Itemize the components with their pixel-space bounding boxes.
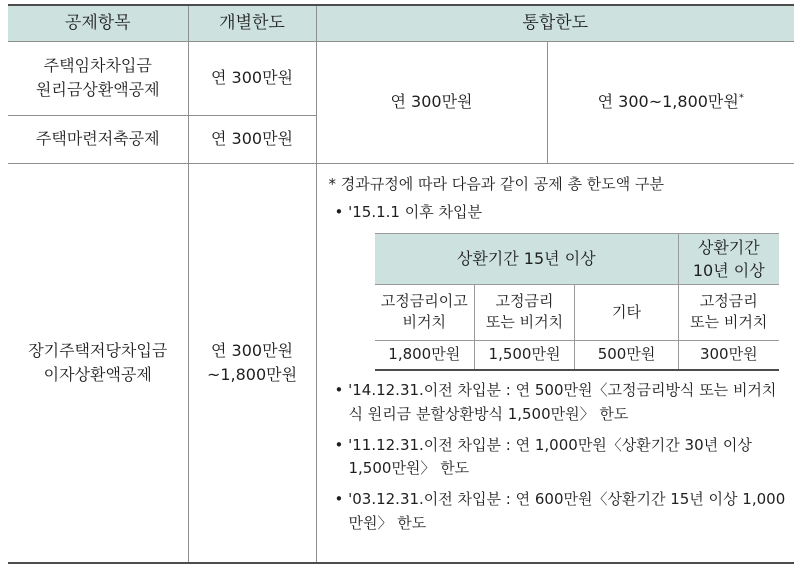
sub-header-10yr-line1: 상환기간 — [697, 237, 760, 257]
notes-intro: * 경과규정에 따라 다음과 같이 공제 총 한도액 구분 — [328, 174, 664, 193]
sub-value-300: 300만원 — [679, 340, 779, 370]
row-mortgage-interest-limit-line1: 연 300만원 — [211, 340, 293, 360]
row-housing-savings: 주택마련저축공제 — [8, 115, 188, 163]
sub-header-10yr-line2: 10년 이상 — [692, 260, 765, 280]
deduction-limit-table — [8, 4, 794, 564]
row-mortgage-interest-limit-line2: ~1,800만원 — [206, 364, 298, 384]
row-housing-lease-loan-line1: 주택임차차입금 — [43, 56, 152, 75]
sub-value-1500: 1,500만원 — [475, 340, 575, 370]
notes-bullet-2011: • '11.12.31.이전 차입분 : 연 1,000만원〈상환기간 30년 이상 1,500만원〉 한도 — [334, 435, 752, 478]
repayment-period-subtable — [375, 233, 779, 372]
sub-header-15yr: 상환기간 15년 이상 — [375, 233, 679, 284]
sub-cell-fixed-nondeferred — [375, 284, 475, 340]
sub-header-10yr — [679, 233, 779, 284]
sub-cell-fixed-or-nondeferred-line2: 또는 비거치 — [485, 313, 564, 332]
sub-value-500: 500만원 — [575, 340, 679, 370]
notes-bullet-2003: • '03.12.31.이전 차입분 : 연 600만원〈상환기간 15년 이상 1,000만원〉 한도 — [334, 490, 786, 532]
sub-cell-10yr-line1: 고정금리 — [699, 291, 758, 310]
sub-value-1800: 1,800만원 — [375, 340, 475, 370]
sub-cell-fixed-or-nondeferred-line1: 고정금리 — [495, 291, 554, 310]
row-housing-lease-loan-limit: 연 300만원 — [188, 41, 316, 115]
row-mortgage-interest — [8, 163, 188, 563]
header-combined-limit: 통합한도 — [316, 5, 794, 41]
transition-notes — [316, 163, 794, 563]
header-individual-limit: 개별한도 — [188, 5, 316, 41]
notes-bullet-2015: • '15.1.1 이후 차입분 — [334, 203, 482, 222]
combined-limit-a: 연 300만원 — [316, 41, 547, 163]
row-mortgage-interest-line1: 장기주택저당차입금 — [28, 340, 168, 360]
sub-cell-10yr-line2: 또는 비거치 — [690, 313, 768, 332]
combined-limit-b — [547, 41, 794, 163]
sub-cell-fixed-nondeferred-line2: 비거치 — [402, 313, 446, 332]
sub-cell-10yr-fixed-or-nondeferred — [679, 284, 779, 340]
row-housing-savings-limit: 연 300만원 — [188, 115, 316, 163]
row-mortgage-interest-limit — [188, 163, 316, 563]
row-mortgage-interest-line2: 이자상환액공제 — [43, 364, 152, 384]
row-housing-lease-loan — [8, 41, 188, 115]
notes-bullet-2014: • '14.12.31.이전 차입분 : 연 500만원〈고정금리방식 또는 비거치식 원리금 분할상환방식 1,500만원〉 한도 — [334, 381, 777, 423]
combined-limit-b-text: 연 300~1,800만원 — [597, 92, 739, 111]
row-housing-lease-loan-line2: 원리금상환액공제 — [35, 80, 160, 99]
sub-cell-fixed-or-nondeferred — [475, 284, 575, 340]
combined-limit-b-mark: * — [738, 92, 744, 104]
sub-cell-fixed-nondeferred-line1: 고정금리이고 — [380, 291, 468, 310]
sub-cell-other: 기타 — [575, 284, 679, 340]
header-deduction-item: 공제항목 — [8, 5, 188, 41]
